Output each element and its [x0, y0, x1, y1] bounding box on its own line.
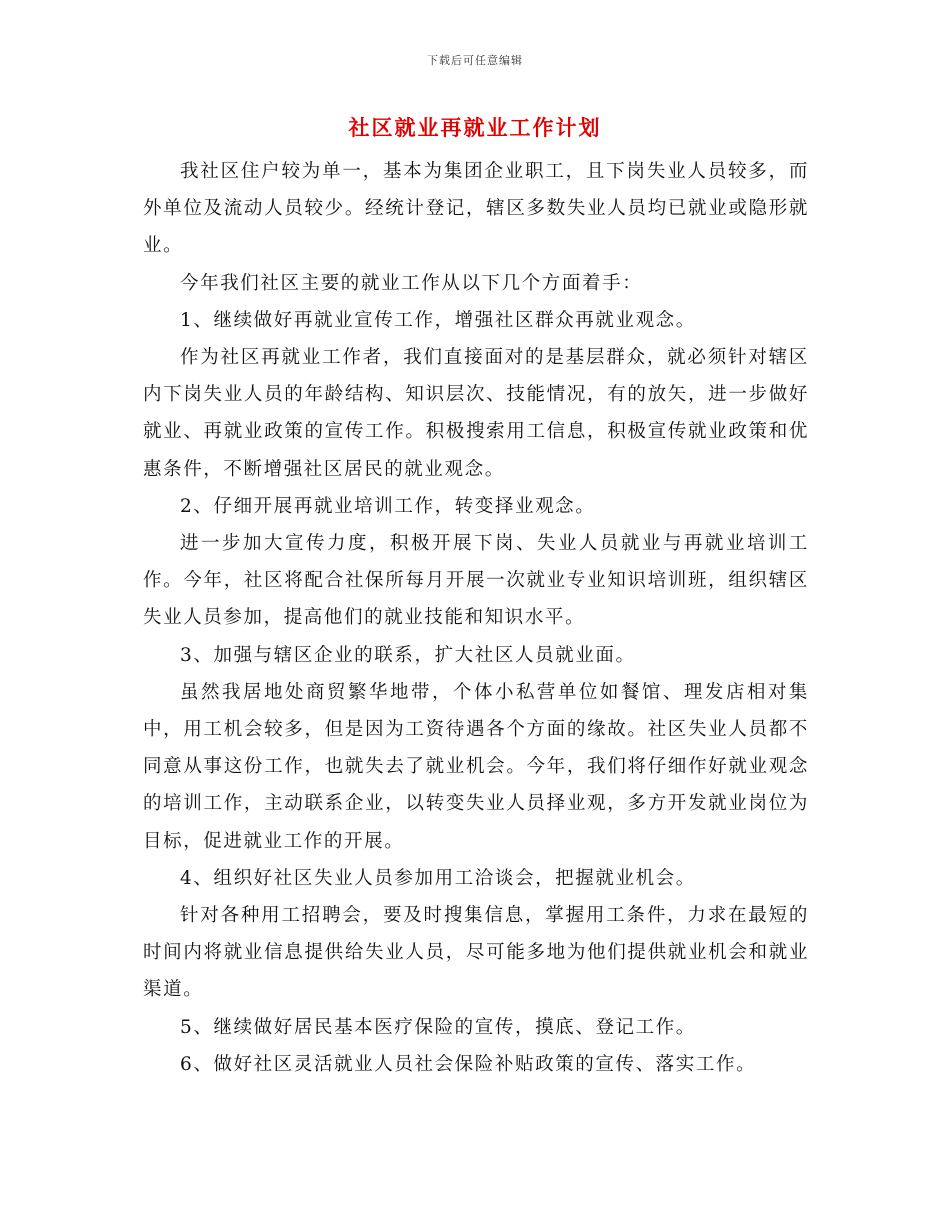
- heading-item-2: 2、仔细开展再就业培训工作，转变择业观念。: [180, 495, 596, 517]
- document-body: [143, 153, 809, 1083]
- paragraph-item-3: 虽然我居地处商贸繁华地带，个体小私营单位如餐馆、理发店相对集中，用工机会较多，但是因为工资待遇各个方面的缘故。社区失业人员都不同意从事这份工作，也就失去了就业机会。今年，我们将仔细作好就业观念的培训工作，主动联系企业，以转变失业人员择业观，多方开发就业岗位为目标，促进就业工作的开展。: [143, 681, 809, 852]
- document-title: 社区就业再就业工作计划: [348, 115, 602, 140]
- paragraph-item-4: 针对各种用工招聘会，要及时搜集信息，掌握用工条件，力求在最短的时间内将就业信息提供给失业人员，尽可能多地为他们提供就业机会和就业渠道。: [143, 905, 809, 1001]
- paragraph-item-2: 进一步加大宣传力度，积极开展下岗、失业人员就业与再就业培训工作。今年，社区将配合社保所每月开展一次就业专业知识培训班，组织辖区失业人员参加，提高他们的就业技能和知识水平。: [143, 533, 809, 629]
- heading-item-4: 4、组织好社区失业人员参加用工洽谈会，把握就业机会。: [180, 867, 696, 889]
- paragraph-intro: 我社区住户较为单一，基本为集团企业职工，且下岗失业人员较多，而外单位及流动人员较少。经统计登记，辖区多数失业人员均已就业或隐形就业。: [143, 161, 809, 257]
- page-header-note: 下载后可任意编辑: [427, 54, 523, 67]
- paragraph-item-1: 作为社区再就业工作者，我们直接面对的是基层群众，就必须针对辖区内下岗失业人员的年龄结构、知识层次、技能情况，有的放矢，进一步做好就业、再就业政策的宣传工作。积极搜索用工信息，积极宣传就业政策和优惠条件，不断增强社区居民的就业观念。: [143, 347, 809, 480]
- paragraph-overview: 今年我们社区主要的就业工作从以下几个方面着手：: [180, 272, 643, 294]
- heading-item-3: 3、加强与辖区企业的联系，扩大社区人员就业面。: [180, 644, 636, 666]
- heading-item-6: 6、做好社区灵活就业人员社会保险补贴政策的宣传、落实工作。: [180, 1053, 757, 1075]
- heading-item-1: 1、继续做好再就业宣传工作，增强社区群众再就业观念。: [180, 309, 696, 331]
- heading-item-5: 5、继续做好居民基本医疗保险的宣传，摸底、登记工作。: [180, 1016, 696, 1038]
